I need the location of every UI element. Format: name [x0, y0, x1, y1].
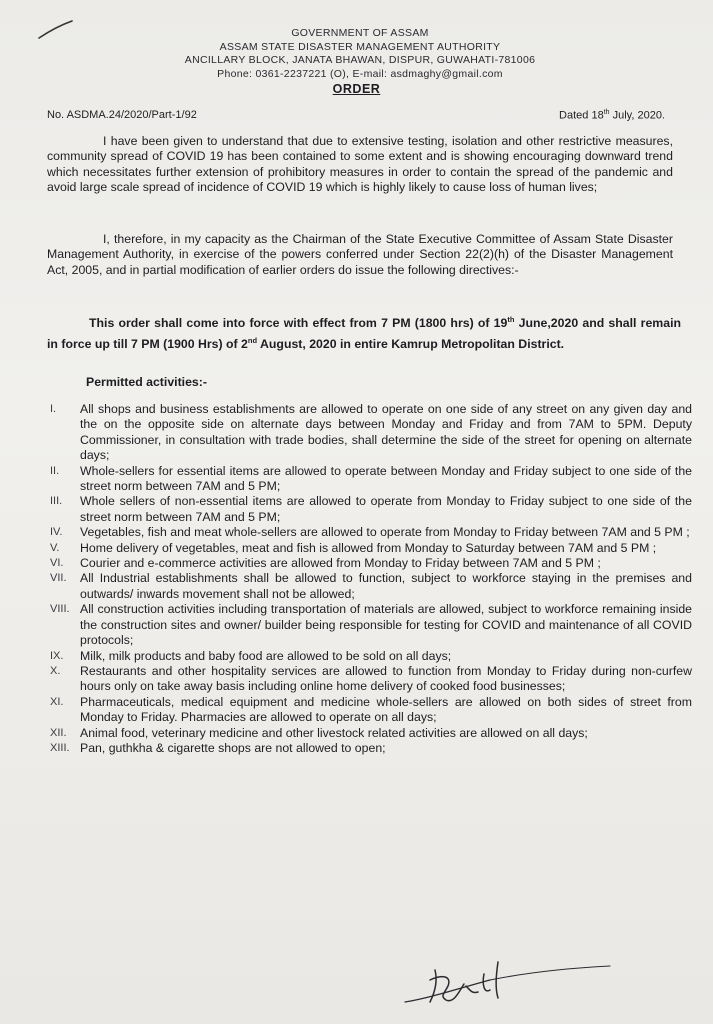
list-item — [20, 571, 692, 602]
letterhead — [150, 27, 570, 81]
item-text: Milk, milk products and baby food are allowed to be sold on all days; — [80, 648, 452, 663]
intro-paragraph: I have been given to understand that due to extensive testing, isolation and other restrictive measures, community spread of COVID 19 has been contained to some extent and is showing encouraging downward trend which necessitates further extension of prohibitory measures in order to contain the spread of the pandemic and avoid large scale spread of incidence of COVID 19 which is highly likely to cause loss of human lives; — [47, 134, 673, 195]
pen-mark — [36, 18, 76, 42]
list-item — [20, 402, 692, 464]
item-text: Pan, guthkha & cigarette shops are not allowed to open; — [80, 740, 386, 755]
letterhead-address: ANCILLARY BLOCK, JANATA BHAWAN, DISPUR, GUWAHATI-781006 — [184, 54, 536, 67]
item-text: All construction activities including transportation of materials are allowed, subject to workforce remaining inside the construction sites and owner/ builder being responsible for testing for COVID and maintenance of all COVID protocols; — [80, 602, 692, 648]
item-number: VII. — [50, 572, 67, 585]
item-number: XII. — [50, 726, 67, 739]
item-text: Vegetables, fish and meat whole-sellers are allowed to operate from Monday to Friday between 7AM and 5 PM ; — [80, 525, 690, 540]
list-item — [20, 664, 692, 695]
item-number: VIII. — [50, 603, 70, 616]
item-text: All Industrial establishments shall be allowed to function, subject to workforce staying in the premises and outwards/ inwards movement shall not be allowed; — [80, 571, 692, 601]
letterhead-contact: Phone: 0361-2237221 (O), E-mail: asdmaghy@gmail.com — [217, 67, 503, 80]
list-item — [20, 494, 692, 525]
item-text: Pharmaceuticals, medical equipment and medicine whole-sellers are allowed on both sides of street from Monday to Friday. Pharmacies are allowed to operate on all days; — [80, 694, 692, 725]
list-item — [20, 695, 692, 726]
item-number: XIII. — [50, 741, 70, 754]
list-item — [20, 541, 692, 556]
reference-line — [47, 109, 665, 122]
item-number: I. — [50, 403, 57, 415]
list-item — [20, 726, 692, 741]
item-text: Courier and e-commerce activities are allowed from Monday to Friday between 7AM and 5 PM ; — [80, 556, 601, 571]
item-number: XI. — [50, 695, 64, 708]
item-text: Whole sellers of non-essential items are allowed to operate from Monday to Friday subject to one side of the street norm between 7AM and 5 PM; — [80, 494, 692, 524]
effect-paragraph: This order shall come into force with effect from 7 PM (1800 hrs) of 19th June,2020 and shall remain in force up till 7 PM (1900 Hrs) of 2nd August, 2020 in entire Kamrup Metropolitan District. — [47, 315, 681, 352]
authority-paragraph: I, therefore, in my capacity as the Chairman of the State Executive Committee of Assam State Disaster Management Authority, in exercise of the powers conferred under Section 22(2)(h) of the Disaster Management Act, 2005, and in partial modification of earlier orders do issue the following directives:- — [47, 232, 673, 277]
item-number: VI. — [50, 557, 64, 570]
order-date: Dated 18th July, 2020. — [559, 109, 665, 122]
letterhead-government: GOVERNMENT OF ASSAM — [291, 27, 429, 39]
permitted-heading: Permitted activities:- — [86, 375, 207, 389]
item-text: All shops and business establishments are allowed to operate on one side of any street on any given day and the on the opposite side on alternate days between Monday and Friday and from 7AM to 5PM. Deputy Commissioner, in consultation with trade bodies, shall determine the side of the street for opening on alternate days; — [80, 402, 692, 463]
list-item — [20, 741, 692, 756]
item-number: II. — [50, 464, 60, 477]
item-text: Home delivery of vegetables, meat and fish is allowed from Monday to Saturday between 7AM and 5 PM ; — [80, 540, 657, 555]
item-text: Restaurants and other hospitality services are allowed to function from Monday to Friday during non-curfew hours only on take away basis including online home delivery of cooked food businesses; — [80, 663, 692, 694]
item-number: X. — [50, 664, 61, 677]
order-title: ORDER — [332, 82, 381, 96]
activities-list — [20, 402, 692, 756]
order-number: No. ASDMA.24/2020/Part-1/92 — [47, 109, 197, 121]
item-number: V. — [50, 541, 60, 554]
item-number: IV. — [50, 526, 63, 539]
list-item — [20, 464, 692, 495]
signature — [400, 950, 640, 1020]
item-number: IX. — [50, 649, 64, 662]
list-item — [20, 525, 692, 540]
list-item — [20, 649, 692, 664]
item-text: Whole-sellers for essential items are allowed to operate between Monday and Friday subject to one side of the street norm between 7AM and 5 PM; — [80, 463, 692, 494]
letterhead-authority: ASSAM STATE DISASTER MANAGEMENT AUTHORITY — [219, 40, 501, 53]
list-item — [20, 556, 692, 571]
item-text: Animal food, veterinary medicine and other livestock related activities are allowed on all days; — [80, 725, 588, 740]
list-item — [20, 602, 692, 648]
item-number: III. — [50, 495, 63, 508]
